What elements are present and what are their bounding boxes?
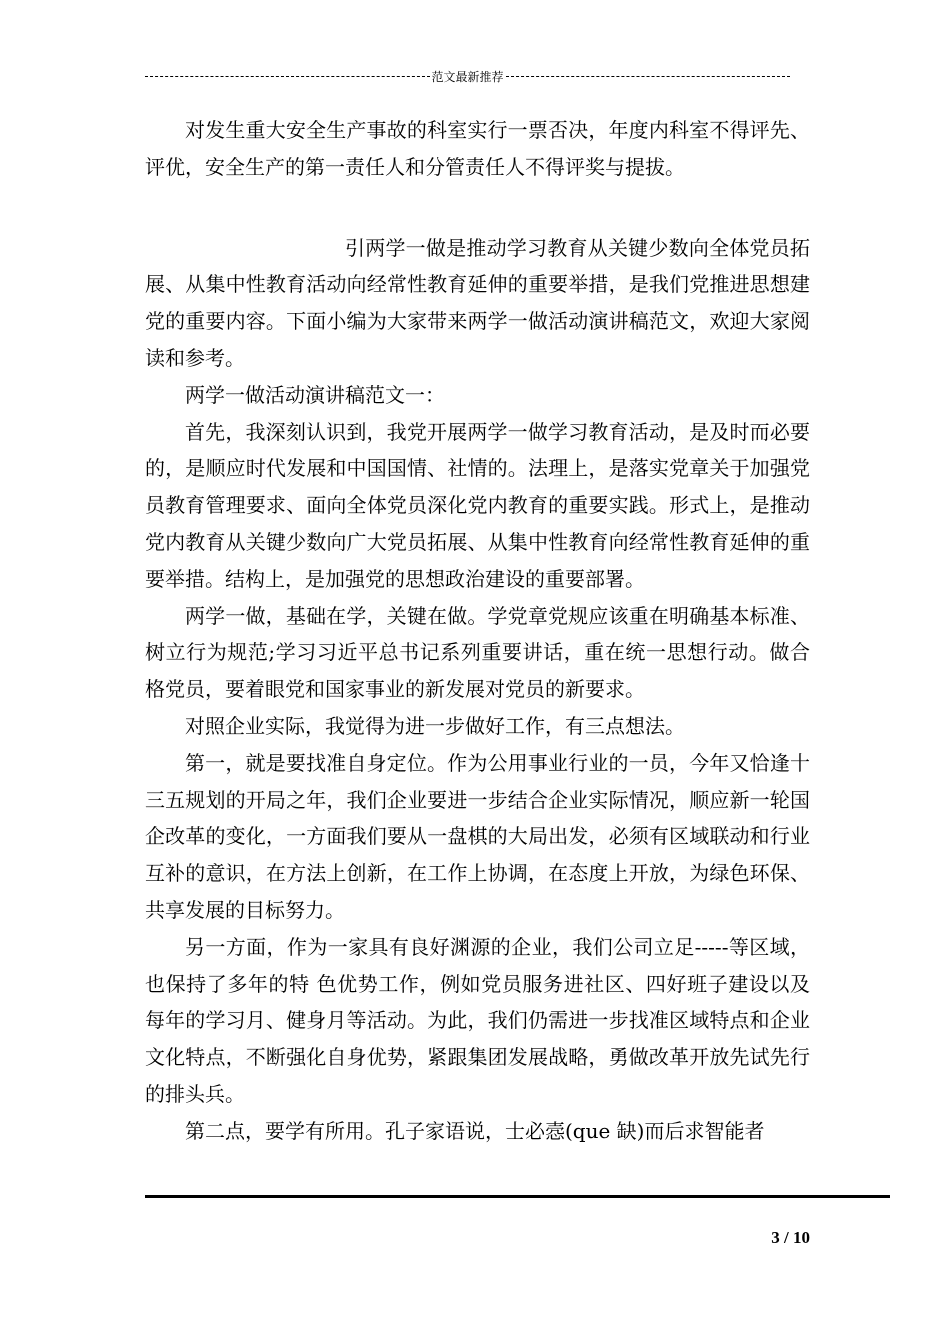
paragraph-point-two: 第二点，要学有所用。孔子家语说，士必悫(que 缺)而后求智能者 [185, 1118, 765, 1143]
header-title: 范文最新推荐 [431, 69, 504, 84]
header-dash-right [506, 76, 791, 77]
paragraph-point-one: 第一，就是要找准自身定位。作为公用事业行业的一员，今年又恰逢十三五规划的开局之年，我们企业要进一步结合企业实际情况，顺应新一轮国企改革的变化，一方面我们要从一盘棋的大局出发，必须有区域联动和行业互补的意识，在方法上创新，在工作上协调，在态度上开放，为绿色环保、共享发展的目标努力。 [145, 750, 810, 922]
paragraph-other-side: 另一方面，作为一家具有良好渊源的企业，我们公司立足-----等区域，也保持了多年的特 色优势工作，例如党员服务进社区、四好班子建设以及每年的学习月、健身月等活动。为此，我们仍需进一步找准区域特点和企业文化特点，不断强化自身优势，紧跟集团发展战略，勇做改革开放先试先行的排头兵。 [145, 934, 810, 1106]
paragraph-first: 首先，我深刻认识到，我党开展两学一做学习教育活动，是及时而必要的，是顺应时代发展和中国国情、社情的。法理上，是落实党章关于加强党员教育管理要求、面向全体党员深化党内教育的重要实践。形式上，是推动党内教育从关键少数向广大党员拓展、从集中性教育向经常性教育延伸的重要举措。结构上，是加强党的思想政治建设的重要部署。 [145, 419, 810, 591]
page-header [145, 66, 790, 86]
paragraph-intro: 引两学一做是推动学习教育从关键少数向全体党员拓展、从集中性教育活动向经常性教育延伸的重要举措，是我们党推进思想建党的重要内容。下面小编为大家带来两学一做活动演讲稿范文，欢迎大家阅读和参考。 [145, 235, 810, 370]
document-body [145, 112, 810, 1150]
page-number: 3 / 10 [771, 1228, 810, 1247]
header-dash-left [145, 76, 430, 77]
paragraph-study-do: 两学一做，基础在学，关键在做。学党章党规应该重在明确基本标准、树立行为规范;学习习近平总书记系列重要讲话，重在统一思想行动。做合格党员，要着眼党和国家事业的新发展对党员的新要求。 [145, 603, 810, 702]
paragraph-gap [145, 186, 810, 230]
paragraph-three-ideas: 对照企业实际，我觉得为进一步做好工作，有三点想法。 [185, 713, 685, 738]
paragraph-section-title: 两学一做活动演讲稿范文一： [185, 382, 445, 407]
paragraph-safety-veto: 对发生重大安全生产事故的科室实行一票否决，年度内科室不得评先、 评优，安全生产的第一责任人和分管责任人不得评奖与提拔。 [145, 118, 810, 179]
footer-rule [145, 1195, 890, 1198]
